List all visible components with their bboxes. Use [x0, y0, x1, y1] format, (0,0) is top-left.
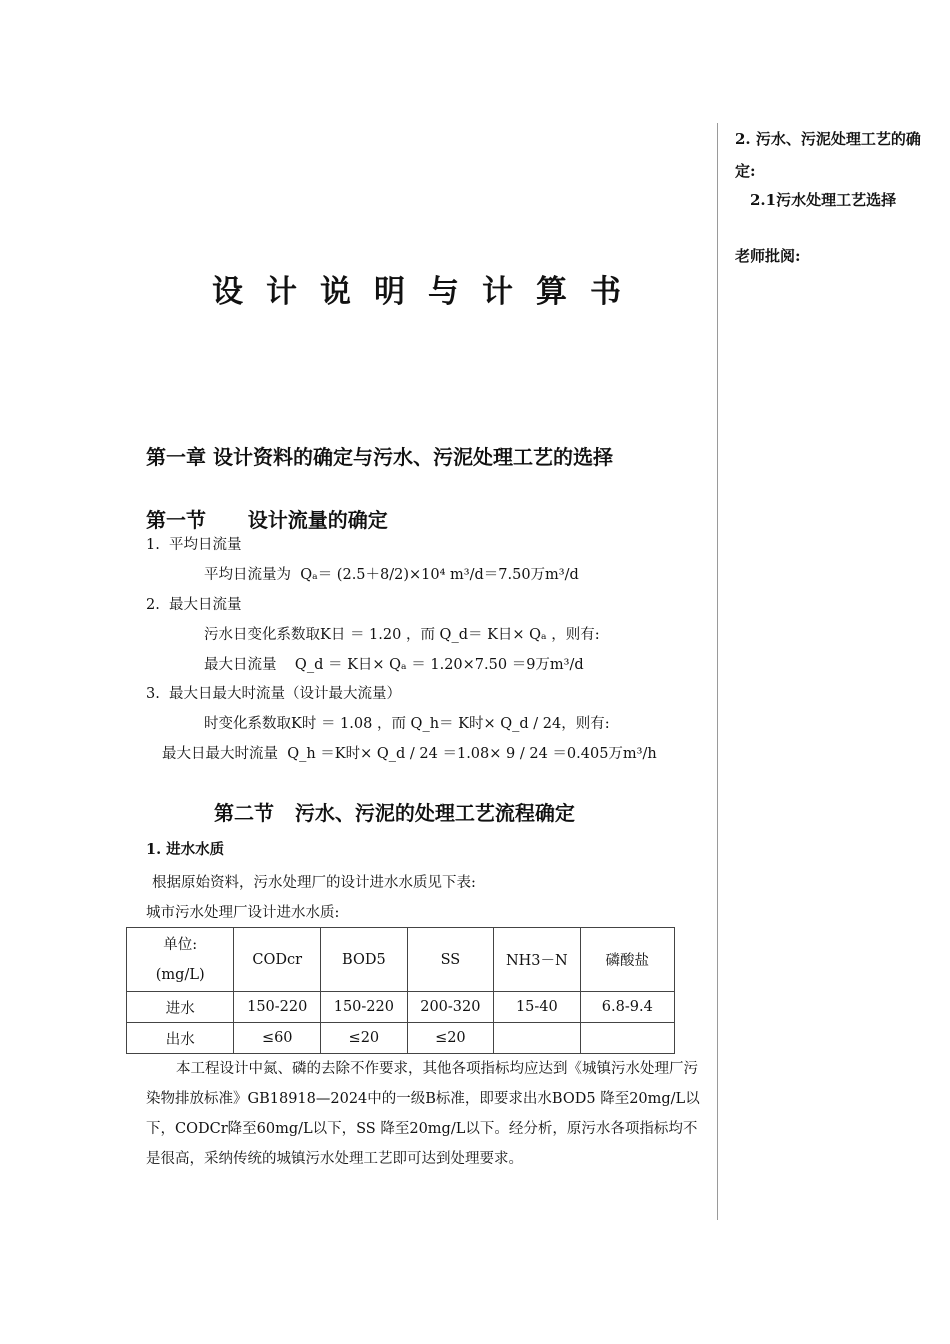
item-1: 1. 平均日流量: [146, 537, 242, 553]
sidebar-subitem: 2.1污水处理工艺选择: [750, 191, 897, 209]
table-cell: 6.8-9.4: [580, 992, 674, 1023]
item-1-formula: 平均日流量为 Qₐ＝ (2.5＋8/2)×10⁴ m³/d＝7.50万m³/d: [204, 567, 579, 583]
subheading-influent: 1. 进水水质: [146, 841, 225, 858]
table-cell: 200-320: [407, 992, 493, 1023]
table-caption: 城市污水处理厂设计进水水质:: [146, 905, 340, 921]
water-quality-table: [126, 927, 675, 1054]
header-ss: SS: [407, 928, 493, 992]
sidebar-heading-line2: 定:: [735, 162, 756, 180]
row-label: 出水: [127, 1023, 234, 1054]
table-cell: 150-220: [234, 992, 321, 1023]
table-row: [127, 1023, 675, 1054]
header-unit: 单位: (mg/L): [127, 928, 234, 992]
item-2-line1: 污水日变化系数取K日 ＝ 1.20 ，而 Q_d＝ K日× Qₐ ，则有:: [204, 627, 600, 643]
table-cell: ≤20: [407, 1023, 493, 1054]
table-cell: 150-220: [321, 992, 408, 1023]
item-2-line2: 最大日流量 Q_d ＝ K日× Qₐ ＝ 1.20×7.50 ＝9万m³/d: [204, 657, 584, 673]
section1-heading: 第一节 设计流量的确定: [146, 508, 388, 532]
table-cell: ≤20: [321, 1023, 408, 1054]
header-phosphate: 磷酸盐: [580, 928, 674, 992]
header-codcr: CODcr: [234, 928, 321, 992]
sidebar-teacher-review: 老师批阅:: [735, 247, 801, 265]
row-label: 进水: [127, 992, 234, 1023]
table-row: [127, 992, 675, 1023]
sidebar-heading-line1: 2. 污水、污泥处理工艺的确: [735, 130, 921, 148]
item-2: 2. 最大日流量: [146, 597, 242, 613]
table-cell: [580, 1023, 674, 1054]
standard-paragraph: 本工程设计中氮、磷的去除不作要求，其他各项指标均应达到《城镇污水处理厂污染物排放标准》GB18918—2024中的一级B标准，即要求出水BOD5 降至20mg/L以下，CODCr降至60mg/L以下，SS 降至20mg/L以下。经分析，原污水各项指标均不是很高，采纳传统的城镇污水处理工艺即可达到处理要求。: [146, 1061, 700, 1167]
table-header-row: [127, 928, 675, 992]
table-cell: 15-40: [494, 992, 580, 1023]
item-3-line2: 最大日最大时流量 Q_h ＝K时× Q_d / 24 ＝1.08× 9 / 24 ＝0.405万m³/h: [162, 746, 657, 762]
sidebar-divider: [717, 123, 718, 1220]
item-3-line1: 时变化系数取K时 ＝ 1.08 ，而 Q_h＝ K时× Q_d / 24，则有:: [204, 716, 610, 732]
chapter-heading: 第一章 设计资料的确定与污水、污泥处理工艺的选择: [146, 445, 613, 469]
intro-text: 根据原始资料，污水处理厂的设计进水水质见下表:: [152, 875, 476, 891]
table-cell: [494, 1023, 580, 1054]
section2-heading: 第二节 污水、污泥的处理工艺流程确定: [214, 801, 575, 825]
header-bod5: BOD5: [321, 928, 408, 992]
header-nh3n: NH3－N: [494, 928, 580, 992]
document-title: 设计说明与计算书: [212, 274, 644, 310]
table-cell: ≤60: [234, 1023, 321, 1054]
item-3: 3. 最大日最大时流量（设计最大流量）: [146, 686, 402, 702]
